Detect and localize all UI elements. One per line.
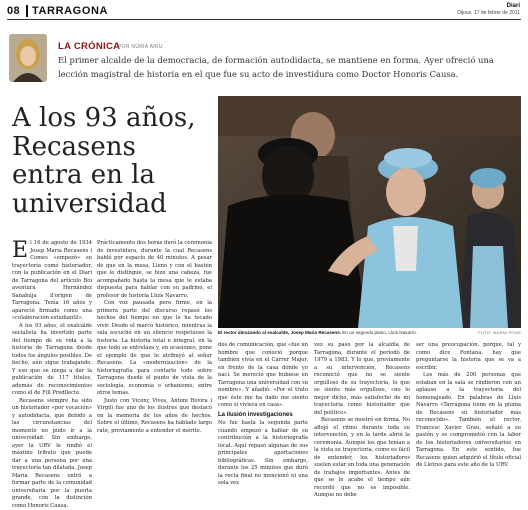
col1-paragraph-1: l 16 de agosto de 1934 Josep Maria Recasens i Comes «empezó» su trayectoria como historiador, con la publicación en el Diari de Tarragona del artículo Boi aventura Hernández Sanahuja il'origen de Tarragona. Tenía 16 años y apareció firmado como una «colaboración estudiantil». bbox=[12, 240, 92, 321]
col4-paragraph-2: Recasens se mostró en forma. No aflojó el ritmo durante toda su intervención, y en la tarde abrió la ceremonia. Aunque los que tenían a la vista su trayectoria, como es fácil de entender, los historiadores suelen estar en toda una generación de trabajos importantes. Antes de que se le acabe el tiempo aún recordó que no es imposible. Aunque no debe bbox=[314, 417, 410, 500]
col1-paragraph-3: Recasens siempre ha sido un historiador «por vocación» y autodidacta, que debido a las circunstancias del momento no pudo ir a la universidad. Sin embargo, ayer la URV le rindió el máximo tributo que puede dar a una persona por una trayectoria tan dilatada. Josep Maria Recasens entró a formar parte de la comunidad universitaria por la puerta grande, con la distinción como Honoris Causa. bbox=[12, 398, 92, 510]
caption-rest: En un segundo plano, Lluís Navarro. bbox=[341, 330, 417, 335]
col3-paragraph-1: dos de comunicación, que «fue un hombre que conoció porque también vivía en el Carrer Major, en frente de la casa donde yo nací. Se mereció que hubiese en Tarragona una universidad con su nombre». Y añadió: «Por el trato que éste me ha dado me siento como si viviera en casa». bbox=[218, 342, 308, 410]
col1-paragraph-2: A los 93 años, el exalcalde socialista ha invertido parte del tiempo de su vida a la historia de Tarragona desde todos los ángulos posibles. De hecho, aún sigue trabajando. Y eso que se niega a dar la publicación de 117 títulos, además de reconocimientos como el de Fill Predilecte. bbox=[12, 323, 92, 398]
paper-name: Diari bbox=[507, 3, 520, 9]
col3-paragraph-2: No fue hasta la segunda parte cuando empezó a hablar de su contribución a la historiografía local. Aquí repasó algunas de sus principales aportaciones bibliográficas. Sin embargo, durante los 25 minutos que duró la recta final no mencionó ni una sola vez bbox=[218, 420, 308, 488]
col2-paragraph-2: Con voz pausada pero firme, en la primera parte del discurso repasó los hechos del tiempo en que le ha tocado vivir. Desde el marco histórico, mientras la sala escuchó en un silencio respetuoso la historia. La historia total e integral, en la que todo se entrelaza y, en ocasiones, pone el ejemplo de que le atribuyó al señor Recasens. La «modernización» de la historiografía para contarlo todo sobre Tarragona desde el punto de vista de la sociología, economía o urbanismo, entre otros temas. bbox=[97, 300, 212, 398]
col2-paragraph-1: Prácticamente dos horas duró la ceremonia de investidura, durante la cual Recasens habló por espacio de 40 minutos. A pesar de que en la mesa, Lleno y con el bastón que le distingue, se hizo una cabeza, fue acompañado hasta la mesa que le estaba dispuesta para hablar con su padrino, el profesor de historia Lluís Navarro. bbox=[97, 240, 212, 300]
header-separator bbox=[26, 5, 28, 17]
page-number: 08 bbox=[7, 5, 20, 17]
ceremony-photo bbox=[218, 96, 521, 328]
caption-lead: El rector abrazando al exalcalde, Josep Maria Recasens. bbox=[218, 330, 341, 335]
column-lead: El primer alcalde de la democracia, de formación autodidacta, se mantiene en forma. Ayer ofreció una lección magistral de historia en el que fue su acto de investidura como Doctor Honoris Causa. bbox=[58, 53, 520, 81]
col4-paragraph-1: vez su paso por la alcaldía de Tarragona, durante el período de 1979 a 1983. Y lo que, previamente a su intervención, Recasens reconoció que no se siente orgulloso de su trayectoria, lo que se siente más orgulloso, «no lo mejor dicho, más satisfecho de mi trayectoria como historiador que del político». bbox=[314, 342, 410, 417]
section-title: TARRAGONA bbox=[32, 5, 108, 17]
col5-paragraph-2: Los más de 200 personas que estaban en la sala se rindieron con un aplauso a la trayectoria del homenajeado. En palabras de Lluís Navarro «Tarragona tiene en la pluma de Recasens su historiador más reconocido». También el rector, Francesc Xavier Grau, señaló a su pasión y se comprometió con la labor de los historiadores universitarios en Tarragona. En este sentido, fue Recasens quien adquirió el título oficial de Lletres para este año de la URV. bbox=[416, 372, 521, 470]
issue-date: Dijous, 17 de febrer de 2011 bbox=[457, 10, 520, 16]
author-photo bbox=[9, 34, 47, 82]
body-column-3 bbox=[218, 342, 308, 488]
photo-credit: FOTO: MARIA PONS bbox=[478, 330, 521, 335]
body-column-5 bbox=[416, 342, 521, 470]
column-byline: POR NÚRIA ARIU bbox=[118, 44, 163, 50]
photo-caption bbox=[218, 330, 521, 335]
headline: A los 93 años, Recasens entra en la universidad bbox=[12, 104, 212, 218]
body-column-1 bbox=[12, 240, 92, 510]
masthead-info bbox=[457, 3, 520, 17]
body-column-4 bbox=[314, 342, 410, 500]
col2-paragraph-3: Justo con Vicenç Vives, Antoni Rovira i Virgili fue uno de los ilustres que destacó en la memoria de los años de hechos. Sobre el último, Recasens ha hablado largo rato, previamente a entender el mérito. bbox=[97, 398, 212, 436]
column-kicker: LA CRÓNICA bbox=[58, 41, 120, 52]
col3-subheading: La ilusión investigaciones bbox=[218, 412, 308, 420]
body-column-2 bbox=[97, 240, 212, 435]
col5-paragraph-1: ser una preocupación, porque, tal y como dice Fontana, hay que preguntarse la historia que se va a escribir. bbox=[416, 342, 521, 372]
drop-cap: E bbox=[12, 241, 28, 261]
header-rule bbox=[7, 19, 521, 20]
